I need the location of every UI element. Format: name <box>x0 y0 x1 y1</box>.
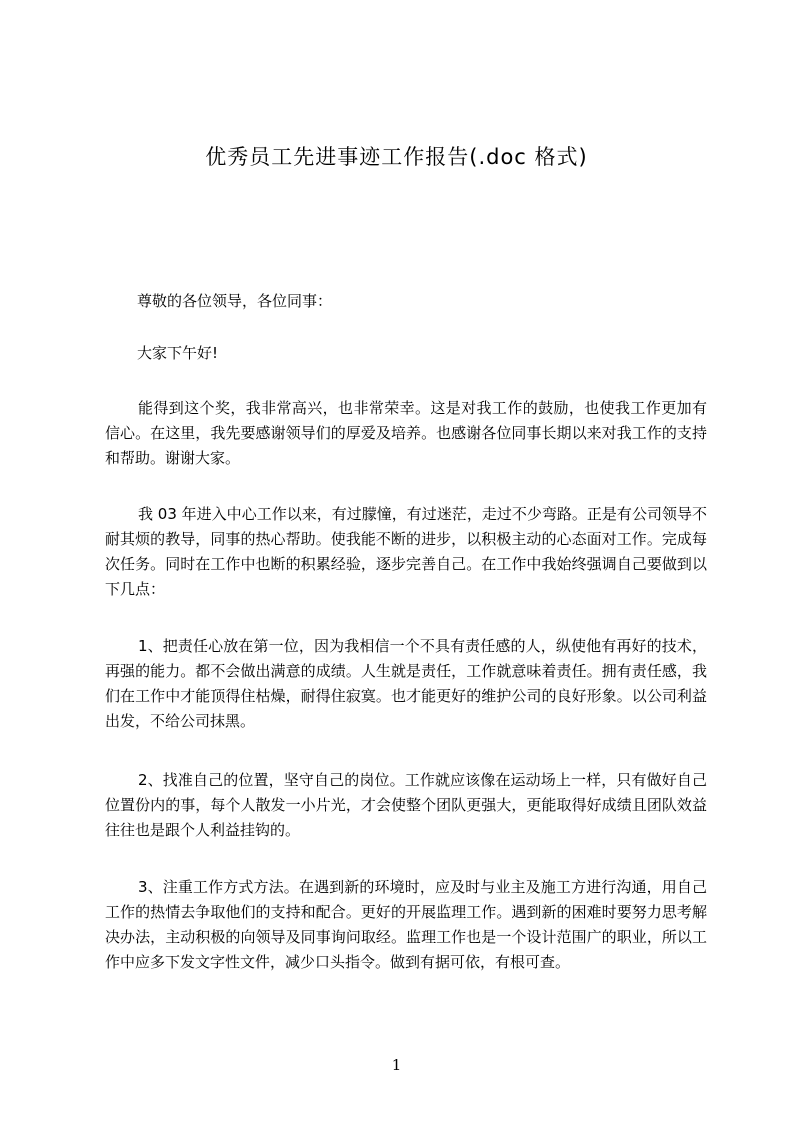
paragraph-thanks: 能得到这个奖，我非常高兴，也非常荣幸。这是对我工作的鼓励，也使我工作更加有信心。在这里，我先要感谢领导们的厚爱及培养。也感谢各位同事长期以来对我工作的支持和帮助。谢谢大家。 <box>105 399 707 467</box>
salutation: 尊敬的各位领导，各位同事： <box>137 292 333 310</box>
paragraph-point-3: 3、注重工作方式方法。在遇到新的环境时，应及时与业主及施工方进行沟通，用自己工作的热情去争取他们的支持和配合。更好的开展监理工作。遇到新的困难时要努力思考解决办法，主动积极的向领导及同事询问取经。监理工作也是一个设计范围广的职业，所以工作中应多下发文字性文件，减少口头指令。做到有据可依，有根可查。 <box>105 878 707 971</box>
document-title: 优秀员工先进事迹工作报告(.doc 格式) <box>205 145 588 169</box>
page-number: 1 <box>391 1056 402 1074</box>
greeting-line: 大家下午好! <box>137 344 219 362</box>
paragraph-point-2: 2、找准自己的位置，坚守自己的岗位。工作就应该像在运动场上一样，只有做好自己位置份内的事，每个人散发一小片光，才会使整个团队更强大，更能取得好成绩且团队效益往往也是跟个人利益挂钩的。 <box>105 771 707 839</box>
paragraph-background: 我 03 年进入中心工作以来，有过朦憧，有过迷茫，走过不少弯路。正是有公司领导不耐其烦的教导，同事的热心帮助。使我能不断的进步，以积极主动的心态面对工作。完成每次任务。同时在工作中也断的积累经验，逐步完善自己。在工作中我始终强调自己要做到以下几点： <box>105 505 707 598</box>
paragraph-point-1: 1、把责任心放在第一位，因为我相信一个不具有责任感的人，纵使他有再好的技术，再强的能力。都不会做出满意的成绩。人生就是责任，工作就意味着责任。拥有责任感，我们在工作中才能顶得住枯燥，耐得住寂寞。也才能更好的维护公司的良好形象。以公司利益出发，不给公司抹黑。 <box>105 637 707 730</box>
